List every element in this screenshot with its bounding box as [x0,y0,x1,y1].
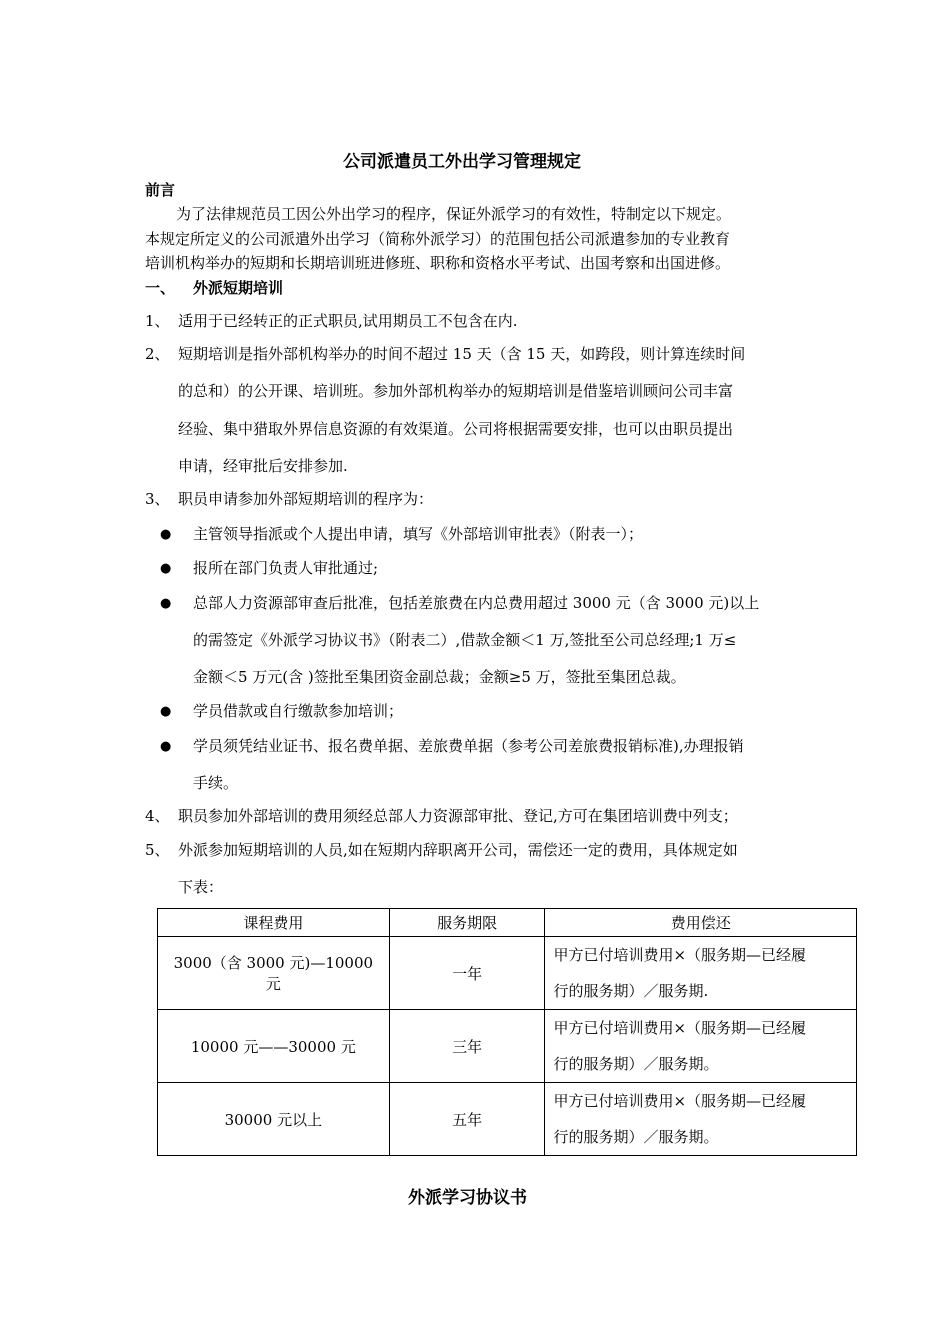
repay-cell [545,1010,857,1083]
bullet-line: 学员须凭结业证书、报名费单据、差旅费单据（参考公司差旅费报销标准),办理报销 [193,737,744,755]
item-line: 职员参加外部培训的费用须经总部人力资源部审批、登记,方可在集团培训费中列支； [178,807,738,825]
item-line: 经验、集中猎取外界信息资源的有效渠道。公司将根据需要安排，也可以由职员提出 [178,420,734,438]
repay-line: 行的服务期）／服务期. [553,982,709,1000]
item-line: 适用于已经转正的正式职员,试用期员工不包含在内. [178,312,518,330]
column-header-fee: 课程费用 [158,909,390,937]
bullet-icon: ● [160,561,172,576]
column-header-term: 服务期限 [389,909,545,937]
item-number: 5、 [145,841,170,859]
bullet-line: 总部人力资源部审查后批准，包括差旅费在内总费用超过 3000 元（含 3000 元)以上 [193,594,760,612]
repay-line: 甲方已付培训费用×（服务期—已经履 [553,1019,807,1037]
preface-line: 为了法律规范员工因公外出学习的程序，保证外派学习的有效性，特制定以下规定。 [176,205,732,223]
item-line: 申请，经审批后安排参加. [178,457,348,475]
bullet-icon: ● [160,596,172,611]
term-cell: 一年 [389,937,545,1010]
column-header-repay: 费用偿还 [545,909,857,937]
item-line: 外派参加短期培训的人员,如在短期内辞职离开公司，需偿还一定的费用，具体规定如 [178,841,738,859]
bullet-line: 报所在部门负责人审批通过; [193,559,379,577]
table-row [158,1083,857,1156]
repay-line: 行的服务期）／服务期。 [553,1055,719,1073]
preface-line: 培训机构举办的短期和长期培训班进修班、职称和资格水平考试、出国考察和出国进修。 [145,254,731,272]
preface-line: 本规定所定义的公司派遣外出学习（简称外派学习）的范围包括公司派遣参加的专业教育 [145,230,731,248]
item-number: 4、 [145,807,170,825]
fee-cell: 30000 元以上 [158,1083,390,1156]
preface-heading: 前言 [145,181,176,199]
repay-line: 甲方已付培训费用×（服务期—已经履 [553,1092,807,1110]
table-row [158,1010,857,1083]
item-line: 的总和）的公开课、培训班。参加外部机构举办的短期培训是借鉴培训顾问公司丰富 [178,382,734,400]
repay-cell [545,1083,857,1156]
bullet-line: 金额＜5 万元(含 )签批至集团资金副总裁；金额≥5 万，签批至集团总裁。 [193,668,686,686]
repay-line: 甲方已付培训费用×（服务期—已经履 [553,946,807,964]
bullet-icon: ● [160,739,172,754]
section-number: 一、 [145,279,176,297]
repay-cell [545,937,857,1010]
item-line: 职员申请参加外部短期培训的程序为： [178,490,434,508]
item-number: 2、 [145,345,170,363]
fee-cell: 10000 元——30000 元 [158,1010,390,1083]
item-line: 短期培训是指外部机构举办的时间不超过 15 天（含 15 天，如跨段，则计算连续时间 [178,345,746,363]
table-header-row [158,909,857,937]
item-number: 3、 [145,490,170,508]
item-number: 1、 [145,312,170,330]
item-line: 下表： [178,878,224,896]
appendix-title: 外派学习协议书 [408,1188,527,1208]
bullet-line: 手续。 [193,774,239,792]
bullet-line: 学员借款或自行缴款参加培训； [193,702,404,720]
bullet-line: 主管领导指派或个人提出申请，填写《外部培训审批表》（附表一）； [193,525,644,543]
bullet-icon: ● [160,527,172,542]
term-cell: 三年 [389,1010,545,1083]
document-title: 公司派遣员工外出学习管理规定 [343,152,581,172]
repay-line: 行的服务期）／服务期。 [553,1128,719,1146]
fee-cell: 3000（含 3000 元)—10000 元 [158,937,390,1010]
bullet-icon: ● [160,704,172,719]
fee-repayment-table [157,908,857,1156]
term-cell: 五年 [389,1083,545,1156]
bullet-line: 的需签定《外派学习协议书》（附表二）,借款金额＜1 万,签批至公司总经理;1 万≤ [193,631,737,649]
section-heading: 外派短期培训 [193,279,284,297]
table-row [158,937,857,1010]
